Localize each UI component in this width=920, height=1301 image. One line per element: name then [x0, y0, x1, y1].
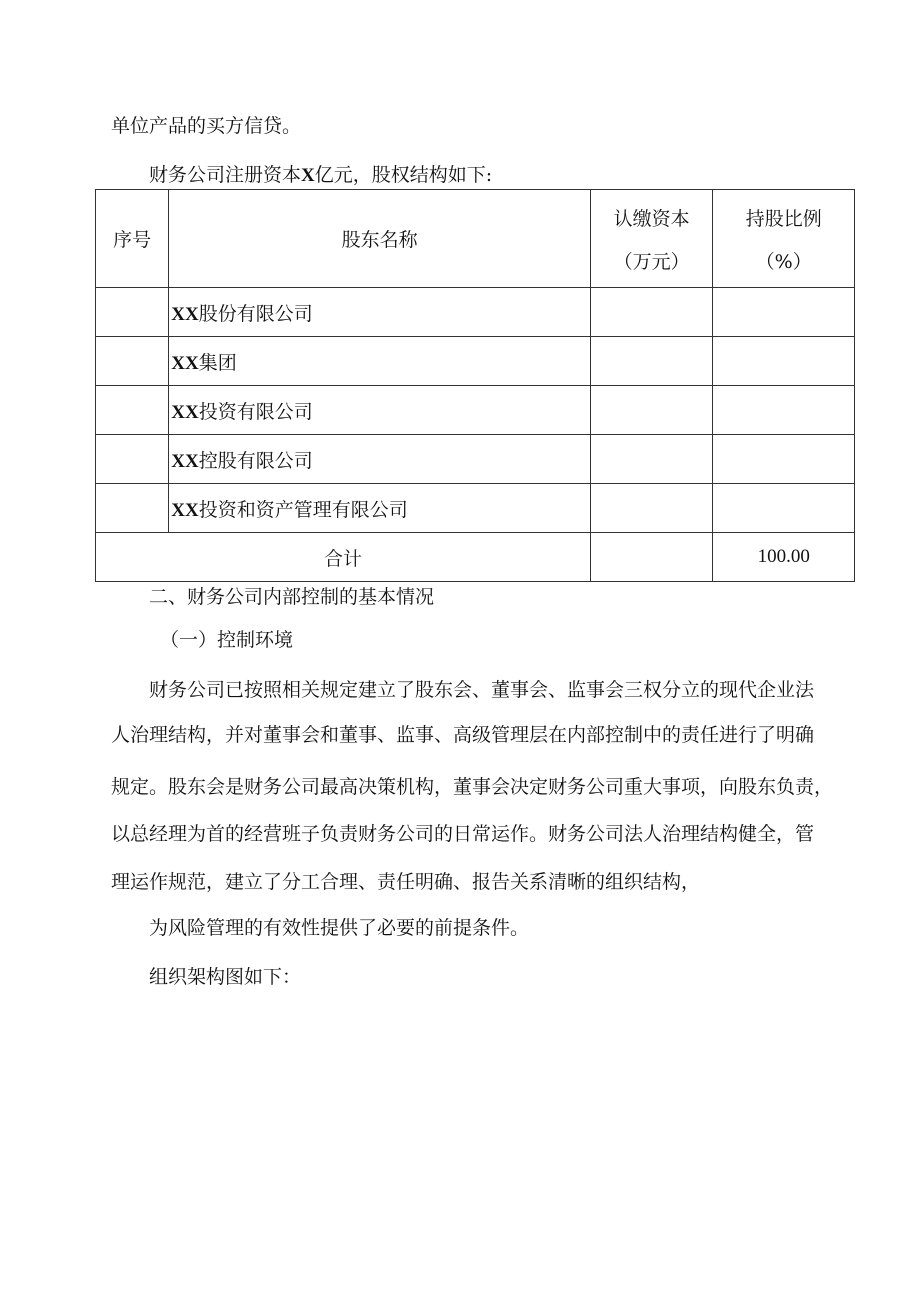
cell-ratio — [713, 337, 855, 386]
name-text: 投资和资产管理有限公司 — [198, 498, 408, 521]
cell-seq — [96, 288, 169, 337]
cell-seq — [96, 435, 169, 484]
section-heading-2: 二、财务公司内部控制的基本情况 — [149, 586, 435, 608]
cell-capital — [590, 484, 712, 533]
cell-ratio — [713, 288, 855, 337]
table-row — [96, 435, 855, 484]
total-capital — [590, 533, 712, 582]
cell-capital — [590, 386, 712, 435]
name-prefix: XX — [171, 352, 199, 374]
cell-seq — [96, 386, 169, 435]
cell-name — [169, 337, 591, 386]
paragraph-2: 为风险管理的有效性提供了必要的前提条件。 — [149, 917, 530, 939]
name-prefix: XX — [171, 303, 199, 325]
header-capital-line1: 认缴资本 — [613, 207, 690, 230]
table-total-row — [96, 533, 855, 582]
paragraph-1-line-5: 理运作规范，建立了分工合理、责任明确、报告关系清晰的组织结构， — [111, 871, 701, 893]
capital-text-b: 亿元，股权结构如下: — [314, 164, 493, 186]
paragraph-3: 组织架构图如下： — [149, 966, 302, 988]
name-prefix: XX — [171, 499, 199, 521]
cell-ratio — [713, 386, 855, 435]
intro-line-2 — [149, 163, 492, 188]
capital-text-a: 财务公司注册资本 — [149, 164, 302, 186]
table-header-row — [96, 190, 855, 288]
name-text: 控股有限公司 — [198, 449, 313, 472]
table-row — [96, 337, 855, 386]
equity-structure-table — [95, 189, 855, 582]
cell-capital — [590, 337, 712, 386]
name-prefix: XX — [171, 401, 199, 423]
header-ratio — [713, 190, 855, 288]
paragraph-1-line-1: 财务公司已按照相关规定建立了股东会、董事会、监事会三权分立的现代企业法 — [149, 679, 815, 701]
cell-ratio — [713, 484, 855, 533]
table-row — [96, 386, 855, 435]
paragraph-1-line-3: 规定。股东会是财务公司最高决策机构，董事会决定财务公司重大事项，向股东负责， — [111, 776, 834, 798]
intro-line-1: 单位产品的买方信贷。 — [111, 115, 302, 137]
paragraph-1-line-4: 以总经理为首的经营班子负责财务公司的日常运作。财务公司法人治理结构健全，管 — [111, 823, 815, 845]
cell-capital — [590, 288, 712, 337]
table-row — [96, 484, 855, 533]
cell-seq — [96, 484, 169, 533]
header-capital — [590, 190, 712, 288]
name-text: 股份有限公司 — [198, 302, 313, 325]
cell-name — [169, 435, 591, 484]
name-text: 投资有限公司 — [198, 400, 313, 423]
section-heading-3: （一）控制环境 — [160, 629, 294, 651]
total-label: 合计 — [96, 533, 591, 582]
capital-amount: X — [301, 165, 315, 186]
header-seq: 序号 — [96, 190, 169, 288]
cell-capital — [590, 435, 712, 484]
total-ratio: 100.00 — [713, 533, 855, 582]
cell-ratio — [713, 435, 855, 484]
paragraph-1-line-2: 人治理结构，并对董事会和董事、监事、高级管理层在内部控制中的责任进行了明确 — [111, 724, 815, 746]
cell-name — [169, 484, 591, 533]
header-name: 股东名称 — [169, 190, 591, 288]
cell-name — [169, 386, 591, 435]
name-prefix: XX — [171, 450, 199, 472]
name-text: 集团 — [198, 351, 237, 374]
cell-name — [169, 288, 591, 337]
header-ratio-line2: （%） — [755, 250, 812, 273]
cell-seq — [96, 337, 169, 386]
header-capital-line2: （万元） — [613, 250, 690, 273]
header-ratio-line1: 持股比例 — [745, 207, 822, 230]
table-row — [96, 288, 855, 337]
